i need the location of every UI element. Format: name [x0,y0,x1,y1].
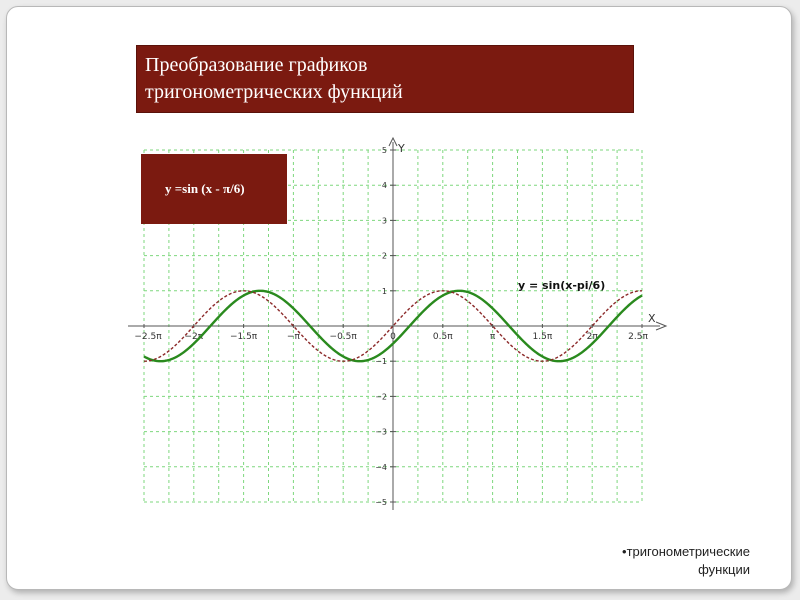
bullet-line2: функции [698,562,750,577]
x-tick-label: −0.5π [329,332,357,342]
x-tick-label: 0 [390,332,396,342]
y-tick-label: −2 [375,392,387,402]
y-tick-label: −3 [375,427,387,437]
y-tick-label: 1 [381,286,387,296]
y-tick-label: −5 [375,498,387,507]
slide-title-line1: Преобразование графиков [145,54,368,76]
x-tick-label: −2.5π [134,332,162,342]
y-tick-label: 4 [381,181,387,191]
x-tick-label: π [489,332,496,342]
x-axis-label: X [648,312,656,325]
slide-title [136,45,634,113]
x-tick-label: 0.5π [432,332,453,342]
slide-title-line2: тригонометрических функций [145,81,403,103]
y-tick-label: 2 [381,251,387,261]
y-axis-label: Y [398,142,405,155]
y-tick-label: 5 [381,146,387,155]
formula-box [141,154,287,224]
formula-label: y =sin (x - π/6) [165,181,245,196]
y-tick-label: 3 [381,216,387,226]
x-tick-label: −1.5π [229,332,258,342]
bullet-line1: •тригонометрические [622,544,750,559]
bullet-text [560,543,750,579]
x-tick-label: 2.5π [628,332,648,342]
x-tick-label: 2π [586,332,598,342]
chart-annotation: y = sin(x-pi/6) [518,279,606,292]
x-tick-label: 1.5π [532,332,553,342]
x-tick-label: −π [286,332,300,342]
y-tick-label: −4 [375,462,387,472]
y-tick-label: −1 [375,357,387,367]
x-tick-label: −2π [184,332,204,342]
